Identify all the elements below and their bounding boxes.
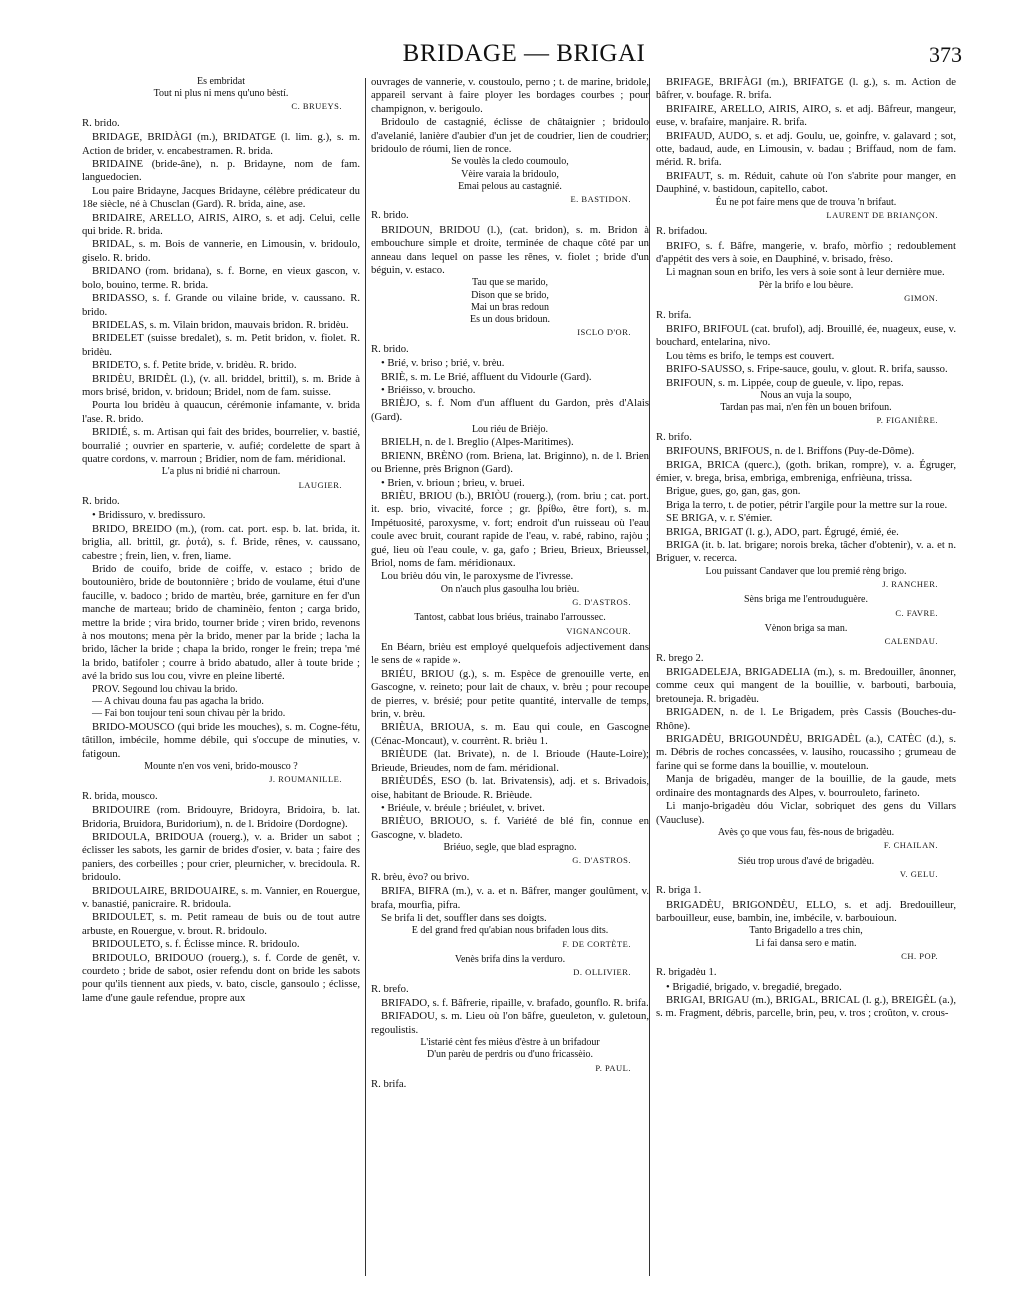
citation-author: G. D'ASTROS. [572, 855, 631, 866]
dictionary-entry: BRIFAGE, BRIFÀGI (m.), BRIFATGE (l. g.), s. m. Action de bâfrer, v. boufage. R. brifa. [656, 76, 956, 102]
dictionary-entry: BRIFAIRE, ARELLO, AIRIS, AIRO, s. et adj. Bâfreur, mangeur, euse, v. brafaire, manjaire. R. brifa. [656, 102, 956, 129]
dictionary-entry: BRIFAUD, AUDO, s. et adj. Goulu, ue, goinfre, v. galavard ; sot, otte, badaud, aude, en Limousin, v. badau ; Briffaud, nom de fam. mérid. R. brifa. [656, 129, 956, 169]
citation-line: On n'auch plus gasoulha lou brièu. [440, 583, 580, 595]
dictionary-entry: BRIÉU, BRIOU (g.), s. m. Espèce de grenouille verte, en Gascogne, v. reineto; pour lait de chaux, v. brèu ; pour recoupe de pierres, v. brésié; pour petite quantité, intervalle de temps, brin, v. brèu. [371, 667, 649, 721]
etymology-ref: R. brifo. [656, 430, 692, 443]
citation-author: J. ROUMANILLE. [269, 774, 342, 785]
proverb-line: — A chivau douna fau pas agacha la brido. [92, 696, 264, 708]
citation-line: Mai un bras redoun [470, 301, 550, 313]
dictionary-entry: BRIDO-MOUSCO (qui bride les mouches), s. m. Cogne-fétu, tâtillon, imbécile, homme débile, qui s'occupe de minuties, v. fatigoun. [82, 720, 360, 760]
citation-line: Se voulès la cledo coumoulo, [451, 156, 569, 168]
dictionary-entry: Manja de brigadèu, manger de la bouillie, de la gaude, mets ordinaire des montagnards des Alpes, v. bourrouleto, farineto. [656, 773, 956, 799]
citation-author: F. CHAILAN. [883, 840, 938, 851]
dictionary-entry: BRIDANO (rom. bridana), s. f. Borne, en vieux gascon, v. bolo, bouino, terme. R. brida. [82, 265, 360, 291]
dictionary-entry: • Brigadié, brigado, v. bregadié, bregado. [666, 980, 842, 993]
dictionary-entry: BRIGAI, BRIGAU (m.), BRIGAL, BRICAL (l. g.), BREIGÈL (a.), s. m. Fragment, débris, parcelle, brin, peu, v. tros ; croûton, v. crous- [656, 993, 956, 1020]
citation-line: Tantost, cabbat lous briéus, trainabo l'arroussec. [414, 612, 606, 624]
etymology-ref: R. brego 2. [656, 651, 704, 664]
dictionary-entry: Lou tèms es brifo, le temps est couvert. [666, 349, 835, 362]
etymology-ref: R. briga 1. [656, 884, 702, 897]
dictionary-entry: BRIDO, BREIDO (m.), (rom. cat. port. esp. b. lat. brida, it. briglia, all. brittil, gr. ῥυτά), s. f. Bride, rênes, v. caussano, cabestre ; frein, lien, v. fren, liame. [82, 522, 360, 562]
dictionary-entry: BRIFO, BRIFOUL (cat. brufol), adj. Brouillé, ée, nuageux, euse, v. bouchard, entelarina, nivo. [656, 322, 956, 349]
citation-author: ISCLO D'OR. [577, 327, 631, 338]
citation-line: Li fai dansa sero e matin. [755, 937, 857, 949]
dictionary-entry: • Brié, v. briso ; brié, v. brèu. [381, 357, 505, 370]
column-1 [82, 76, 360, 1291]
column-3 [656, 76, 956, 1291]
citation-line: Siéu trop urous d'avé de brigadèu. [737, 855, 875, 867]
dictionary-entry: • Briéule, v. bréule ; briéulet, v. brivet. [381, 801, 545, 814]
dictionary-entry: BRIFADOU, s. m. Lieu où l'on bâfre, gueuleton, v. guletoun, regoulistis. [371, 1010, 649, 1036]
dictionary-entry: BRIFADO, s. f. Bâfrerie, ripaille, v. brafado, gounflo. R. brifa. [381, 996, 649, 1009]
citation-author: P. PAUL. [595, 1062, 631, 1073]
citation-author: LAUGIER. [298, 479, 342, 490]
citation-line: Tau que se marido, [472, 277, 548, 289]
citation-author: VIGNANCOUR. [566, 625, 631, 636]
etymology-ref: R. brigadèu 1. [656, 966, 717, 979]
etymology-ref: R. brido. [82, 494, 120, 507]
dictionary-entry: BRIFOUNS, BRIFOUS, n. de l. Briffons (Puy-de-Dôme). [666, 445, 915, 458]
dictionary-entry: BRIGADÈU, BRIGOUNDÈU, BRIGADÈL (a.), CATÈC (d.), s. m. Débris de roches concassées, v. lausiho, roucassiho ; grumeau de farine qui se forme dans la bouillie, v. mouteloun. [656, 733, 956, 772]
dictionary-entry: Lou brièu dóu vin, le paroxysme de l'ivresse. [381, 570, 574, 583]
dictionary-entry: BRIGADELEJA, BRIGADELIA (m.), s. m. Bredouiller, ânonner, comme ceux qui mangent de la bouillie, v. barbouti, barbouia, bretounеja. R. brigadèu. [656, 666, 956, 705]
dictionary-entry: BRIÈUA, BRIOUA, s. m. Eau qui coule, en Gascogne (Cénac-Moncaut), v. courrènt. R. brièu 1. [371, 721, 649, 747]
dictionary-entry: BRIDETO, s. f. Petite bride, v. bridèu. R. brido. [92, 359, 297, 372]
dictionary-entry: BRIDOULETO, s. f. Éclisse mince. R. bridoulo. [92, 938, 300, 951]
dictionary-entry: BRIELH, n. de l. Breglio (Alpes-Maritimes). [381, 436, 574, 449]
etymology-ref: R. brifa. [656, 308, 692, 321]
dictionary-entry: BRIGADÈU, BRIGONDÈU, ELLO, s. et adj. Bredouilleur, barbouilleur, euse, bambin, ine, imbécile, v. barbouioun. [656, 898, 956, 924]
citation-line: Tout ni plus ni mens qu'uno bèstí. [153, 88, 289, 100]
dictionary-entry: SE BRIGA, v. r. S'émier. [666, 512, 773, 525]
citation-author: G. D'ASTROS. [572, 597, 631, 608]
dictionary-entry: BRIDAGE, BRIDÀGI (m.), BRIDATGE (l. lim. g.), s. m. Action de brider, v. encabestramen. R. brida. [82, 131, 360, 157]
etymology-ref: R. brido. [371, 209, 409, 222]
dictionary-entry: BRIDOULA, BRIDOUA (rouerg.), v. a. Brider un sabot ; éclisser les sabots, les garnir de brides d'osier, v. bata ; faire des paniers, des corbeilles ; pour crier, pleurnicher, v. brecidoula. R. bridoulo. [82, 830, 360, 884]
dictionary-entry: BRIDELET (suisse bredalet), s. m. Petit bridon, v. fiolet. R. bridèu. [82, 332, 360, 358]
citation-line: Lou riéu de Brièjo. [471, 424, 549, 436]
etymology-ref: R. brifadou. [656, 225, 708, 238]
page-number: 373 [929, 42, 962, 67]
dictionary-entry: Lou paire Bridayne, Jacques Bridayne, célèbre prédicateur du 18e siècle, né à Chusclan (Gard). R. brida, aine, ase. [82, 184, 360, 211]
dictionary-entry: BRIDOULAIRE, BRIDOUAIRE, s. m. Vannier, en Rouergue, v. banastié, panicraire. R. bridoula. [82, 884, 360, 910]
dictionary-entry: Li manjo-brigadèu dóu Viclar, sobriquet des gens du Villars (Vaucluse). [656, 800, 956, 826]
dictionary-entry: ouvrages de vannerie, v. coustoulo, perno ; t. de marine, bridole, appareil servant à faire ployer les bordages courbes ; pour champignon, v. berigoulo. [371, 76, 649, 115]
dictionary-entry: BRIDAIRE, ARELLO, AIRIS, AIRO, s. et adj. Celui, celle qui bride. R. brida. [82, 211, 360, 238]
etymology-ref: R. brida, mousco. [82, 789, 158, 802]
citation-author: E. BASTIDON. [570, 194, 631, 205]
citation-line: Nous an vuja la soupo, [760, 389, 852, 401]
citation-line: D'un parèu de perdris ou d'uno fricassèio. [426, 1049, 594, 1061]
citation-line: Tanto Brigadello a tres chin, [749, 925, 863, 937]
citation-line: E del grand fred qu'abian nous brifaden lous dits. [411, 925, 609, 937]
citation-line: Sèns briga me l'entrouduguère. [744, 594, 868, 606]
column-rule [649, 78, 650, 1276]
etymology-ref: R. brefo. [371, 982, 409, 995]
dictionary-entry: BRIÈJO, s. f. Nom d'un affluent du Gardon, près d'Alais (Gard). [371, 397, 649, 423]
etymology-ref: R. brido. [82, 116, 120, 129]
dictionary-entry: En Béarn, brièu est employé quelquefois adjectivement dans le sens de « rapide ». [371, 641, 649, 667]
dictionary-entry: BRIFO-SAUSSO, s. Fripe-sauce, goulu, v. glout. R. brifa, sausso. [666, 363, 948, 376]
citation-author: D. OLLIVIER. [573, 967, 631, 978]
citation-author: J. RANCHER. [882, 579, 938, 590]
dictionary-entry: BRIÈUDÉS, ESO (b. lat. Brivatensis), adj. et s. Brivadois, oise, habitant de Brioude. R. Brièude. [371, 775, 649, 801]
dictionary-entry: BRIÈ, s. m. Le Brié, affluent du Vidourle (Gard). [381, 370, 592, 383]
page-header [84, 40, 964, 72]
citation-line: Mounte n'en vos veni, brido-mousco ? [144, 761, 298, 773]
citation-line: Dison que se brido, [471, 289, 549, 301]
citation-author: F. DE CORTÈTE. [562, 938, 631, 949]
dictionary-entry: BRIDIÉ, s. m. Artisan qui fait des brides, bourrelier, v. bastié, bourralié ; ouvrier en sparterie, v. aufié; cordelette de spart à quatre cordons, v. marroun ; Bridier, nom de fam. méridional. [82, 426, 360, 465]
etymology-ref: R. brifa. [371, 1078, 407, 1091]
dictionary-entry: BRIGA, BRICA (querc.), (goth. brikan, rompre), v. a. Égruger, émier, v. brega, brisa, embriga, embreniga, enfrièuna, trissa. [656, 458, 956, 484]
dictionary-entry: • Briéisso, v. brouchо. [381, 383, 476, 396]
dictionary-entry: BRIDAINE (bride-âne), n. p. Bridayne, nom de fam. languedocien. [82, 158, 360, 184]
citation-author: CH. POP. [901, 950, 938, 961]
citation-author: V. GELU. [899, 868, 938, 879]
dictionary-entry: BRIFA, BIFRA (m.), v. a. et n. Bâfrer, manger goulûment, v. brafa, mourfia, pifra. [371, 885, 649, 911]
citation-author: LAURENT DE BRIANÇON. [826, 209, 938, 220]
citation-line: Venès brifa dins la verduro. [454, 953, 566, 965]
dictionary-entry: BRIDASSO, s. f. Grande ou vilaine bride, v. caussano. R. brido. [82, 292, 360, 318]
citation-line: L'a plus ni bridié ni charroun. [161, 466, 281, 478]
dictionary-entry: Bridoulo de castagnié, éclisse de châtaignier ; bridoulo d'avelanié, lanière d'aubier d'un jet de coudrier, lien de coudrier; bridoulo de róumi, lien de ronce. [371, 116, 649, 156]
dictionary-entry: BRIGA, BRIGAT (l. g.), ADO, part. Égrugé, émié, ée. [666, 525, 899, 538]
citation-line: Vènon briga sa man. [764, 623, 848, 635]
citation-line: Tardan pas mai, n'en fèn un bouen brifoun. [720, 402, 892, 414]
dictionary-entry: BRIDÈU, BRIDÈL (l.), (v. all. briddel, brittil), s. m. Bride à mors brisé, bridon, v. bridoun; Bridel, nom de fam. suisse. [82, 372, 360, 398]
dictionary-entry: BRIDOUN, BRIDOU (l.), (cat. bridon), s. m. Bridon à embouchure simple et droite, terminée de chaque côté par un anneau dans lequel on passe les rênes, v. fiolet ; bride d'un béguin, v. estaco. [371, 223, 649, 277]
proverb-line: — Fai bon toujour teni soun chivau pèr la brido. [92, 708, 286, 720]
citation-line: Lou puissant Candaver que lou premié rèng brigo. [705, 565, 907, 577]
dictionary-entry: BRIFOUN, s. m. Lippée, coup de gueule, v. lipo, repas. [666, 376, 904, 389]
citation-line: Éu ne pot faire mens que de trouva 'n brifaut. [715, 196, 897, 208]
citation-author: CALENDAU. [884, 636, 938, 647]
dictionary-entry: Li magnan soun en brifo, les vers à soie sont à leur dernière mue. [666, 266, 945, 279]
citation-author: GIMON. [904, 293, 938, 304]
dictionary-entry: BRIDELAS, s. m. Vilain bridon, mauvais bridon. R. bridèu. [92, 318, 349, 331]
dictionary-entry: BRIDAL, s. m. Bois de vannerie, en Limousin, v. bridoulo, giselo. R. brido. [82, 238, 360, 264]
dictionary-entry: BRIFAUT, s. m. Réduit, cahute où l'on s'abrite pour manger, en Dauphiné, v. bastidoun, capitello, cabot. [656, 169, 956, 196]
dictionary-entry: BRIFO, s. f. Bâfre, mangerie, v. brafo, mòrfio ; redoublement d'appétit des vers à soie, en Dauphiné, v. brisado, frèso. [656, 239, 956, 266]
dictionary-entry: Se brifa li det, souffler dans ses doigts. [381, 911, 547, 924]
dictionary-entry: Briga la terro, t. de potier, pétrir l'argile pour la mettre sur la roue. [666, 498, 948, 511]
citation-author: C. FAVRE. [895, 607, 938, 618]
citation-author: P. FIGANIÈRE. [876, 415, 938, 426]
column-2 [371, 76, 649, 1291]
dictionary-entry: BRIÈU, BRIOU (b.), BRIÒU (rouerg.), (rom. briu ; cat. port. it. esp. brio, vivacité, force ; gr. βρίθω, être fort), s. m. Impétuosité, paroxysme, v. fort; endroit d'un ruisseau où l'eau coule avec bruit, courant rapide de l'eau, v. rabé, rabino, rajòu ; gué, lieu où l'eau coule, v. ga, gafo ; Brieu, Brieux, Brieussel, Briol, noms de fam. méridionaux. [371, 489, 649, 569]
dictionary-entry: • Brien, v. brioun ; brieu, v. bruei. [381, 476, 525, 489]
citation-author: C. BRUEYS. [291, 101, 342, 112]
citation-line: L'istarié cènt fes mièus d'èstre à un brifadour [420, 1037, 600, 1049]
citation-line: Avès ço que vous fau, fès-nous de brigadèu. [717, 826, 895, 838]
dictionary-entry: BRIENN, BRÈNO (rom. Briena, lat. Briginno), n. de l. Brien ou Brienne, près Brignon (Gard). [371, 449, 649, 476]
citation-line: Es un dous bridoun. [470, 314, 550, 326]
dictionary-entry: • Bridissuro, v. bredissuro. [92, 509, 206, 522]
citation-line: Es embridat [196, 76, 246, 87]
dictionary-entry: BRIGADEN, n. de l. Le Brigadem, près Cassis (Bouches-du-Rhône). [656, 706, 956, 732]
dictionary-entry: Brido de couifo, bride de coiffe, v. estaco ; brido de boutounièro, bride de boutonnière ; brido de voulame, étui d'une faucille, v. badoco ; brido de martèu, brée, garniture en fer d'un manche de marteau; brido de chaminèio, fenton ; carga brido, mettre la bride ; vira brido, tourner bride ; viren brido, revenons à nos moutons; mena pèr la brido, mener par la bride ; lacha la brido, lâcher la bride ; chapa la brido, ronger le frein; trepa 'mé la brido, batifoler ; courre à brido abatudo, aller à toute bride ; avé la brido sus lou cou, vivre en pleine liberté. [82, 563, 360, 683]
citation-line: Emai pelous au castagnié. [458, 180, 562, 192]
proverb-line: PROV. Segound lou chivau la brido. [92, 683, 238, 695]
dictionary-entry: Pourta lou bridèu à quaucun, cérémonie infamante, v. brida l'ase. R. brido. [82, 399, 360, 425]
citation-line: Briéuo, segle, que blad espragno. [443, 842, 577, 854]
dictionary-entry: BRIÈUDE (lat. Brivate), n. de l. Brioude (Haute-Loire); Brieude, Brieudes, nom de fam. méridional. [371, 748, 649, 774]
dictionary-entry: BRIGA (it. b. lat. brigare; norois breka, tâcher d'obtenir), v. a. et n. Briguer, v. recerca. [656, 539, 956, 565]
dictionary-entry: BRIDOUIRE (rom. Bridouyre, Bridoyra, Bridoira, b. lat. Bridoria, Bruidora, Buridorium), n. de l. Bridoire (Dordogne). [82, 804, 360, 830]
etymology-ref: R. brèu, èvo? ou brivo. [371, 870, 470, 883]
citation-line: Pèr la brifo e lou bèure. [758, 279, 854, 291]
dictionary-entry: BRIÈUO, BRIOUO, s. f. Variété de blé fin, connue en Gascogne, v. bladeto. [371, 815, 649, 841]
running-title: BRIDAGE — BRIGAI [402, 40, 646, 67]
dictionary-entry: BRIDOULET, s. m. Petit rameau de buis ou de tout autre arbuste, en Rouergue, v. brout. R. bridoulo. [82, 911, 360, 937]
column-rule [365, 78, 366, 1276]
dictionary-entry: BRIDOULO, BRIDOUO (rouerg.), s. f. Corde de genêt, v. courdeto ; bride de sabot, osier refendu dont on bride les sabots pour qu'ils tiennent aux pieds, v. bato, ciscle, gansoulo ; éclisse, lame d'une gaule refendue, propre aux [82, 951, 360, 1004]
dictionary-entry: Brigue, gues, go, gan, gas, gon. [666, 485, 801, 498]
citation-line: Vèire varaia la bridoulo, [461, 168, 559, 180]
etymology-ref: R. brido. [371, 342, 409, 355]
